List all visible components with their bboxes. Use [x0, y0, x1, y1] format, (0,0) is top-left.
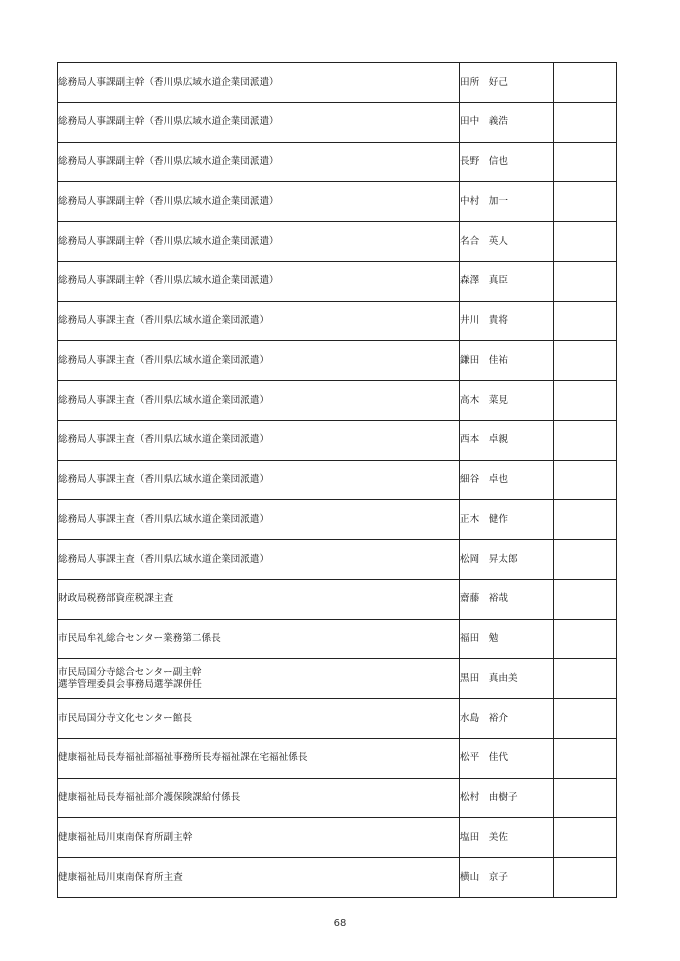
position-text: 健康福祉局長寿福祉部福祉事務所長寿福祉課在宅福祉係長: [58, 752, 308, 764]
position-text: 市民局牟礼総合センター業務第二係長: [58, 633, 221, 645]
position-text: 総務局人事課主査（香川県広域水道企業団派遣）: [58, 513, 270, 525]
name-cell: 水島 裕介: [460, 699, 554, 739]
name-cell: 田中 義浩: [460, 102, 554, 142]
table-row: [58, 699, 617, 739]
name-cell: 高木 菜見: [460, 381, 554, 421]
position-cell: [58, 659, 460, 699]
table-row: [58, 540, 617, 580]
position-text: 総務局人事課副主幹（香川県広域水道企業団派遣）: [58, 235, 279, 247]
page-number: 68: [333, 918, 347, 929]
name-cell: 田所 好己: [460, 63, 554, 103]
name-cell: 名合 英人: [460, 222, 554, 262]
position-text: 総務局人事課主査（香川県広域水道企業団派遣）: [58, 354, 270, 366]
position-cell: [58, 858, 460, 898]
position-cell: [58, 420, 460, 460]
table-row: [58, 579, 617, 619]
note-cell: [554, 261, 617, 301]
note-cell: [554, 500, 617, 540]
note-cell: [554, 182, 617, 222]
position-cell: [58, 540, 460, 580]
name-cell: 森澤 真臣: [460, 261, 554, 301]
position-cell: [58, 460, 460, 500]
table-row: [58, 301, 617, 341]
name-cell: 松岡 昇太郎: [460, 540, 554, 580]
position-text: 総務局人事課主査（香川県広域水道企業団派遣）: [58, 553, 270, 565]
name-cell: 塩田 美佐: [460, 818, 554, 858]
position-cell: [58, 102, 460, 142]
position-text: 財政局税務部資産税課主査: [58, 593, 174, 605]
note-cell: [554, 778, 617, 818]
name-cell: 齋藤 裕哉: [460, 579, 554, 619]
position-cell: [58, 301, 460, 341]
table-row: [58, 222, 617, 262]
position-text: 市民局国分寺文化センター館長: [58, 712, 192, 724]
table-row: [58, 619, 617, 659]
position-cell: [58, 778, 460, 818]
table-row: [58, 659, 617, 699]
position-text: 健康福祉局川東南保育所主査: [58, 871, 183, 883]
note-cell: [554, 102, 617, 142]
position-cell: [58, 738, 460, 778]
position-text: 総務局人事課主査（香川県広域水道企業団派遣）: [58, 394, 270, 406]
position-text: 市民局国分寺総合センター副主幹: [58, 667, 202, 679]
position-text: 総務局人事課主査（香川県広域水道企業団派遣）: [58, 315, 270, 327]
position-text: 健康福祉局長寿福祉部介護保険課給付係長: [58, 792, 241, 804]
name-cell: 西本 卓親: [460, 420, 554, 460]
table-row: [58, 420, 617, 460]
table-row: [58, 778, 617, 818]
position-cell: [58, 142, 460, 182]
table-row: [58, 261, 617, 301]
position-cell: [58, 341, 460, 381]
note-cell: [554, 699, 617, 739]
note-cell: [554, 301, 617, 341]
note-cell: [554, 341, 617, 381]
note-cell: [554, 579, 617, 619]
name-cell: 松村 由樹子: [460, 778, 554, 818]
note-cell: [554, 63, 617, 103]
table-row: [58, 738, 617, 778]
table-row: [58, 381, 617, 421]
note-cell: [554, 738, 617, 778]
position-text: 総務局人事課副主幹（香川県広域水道企業団派遣）: [58, 116, 279, 128]
personnel-table-body: [58, 63, 617, 898]
note-cell: [554, 222, 617, 262]
name-cell: 中村 加一: [460, 182, 554, 222]
note-cell: [554, 619, 617, 659]
table-row: [58, 341, 617, 381]
name-cell: 福田 勉: [460, 619, 554, 659]
position-text: 総務局人事課副主幹（香川県広域水道企業団派遣）: [58, 195, 279, 207]
table-row: [58, 500, 617, 540]
name-cell: 正木 健作: [460, 500, 554, 540]
personnel-table: [57, 62, 617, 898]
table-row: [58, 102, 617, 142]
table-row: [58, 858, 617, 898]
position-text: 総務局人事課副主幹（香川県広域水道企業団派遣）: [58, 156, 279, 168]
position-cell: [58, 381, 460, 421]
table-row: [58, 142, 617, 182]
name-cell: 長野 信也: [460, 142, 554, 182]
note-cell: [554, 420, 617, 460]
note-cell: [554, 540, 617, 580]
position-cell: [58, 63, 460, 103]
position-text: 総務局人事課副主幹（香川県広域水道企業団派遣）: [58, 275, 279, 287]
name-cell: 井川 貴将: [460, 301, 554, 341]
position-text: 総務局人事課主査（香川県広域水道企業団派遣）: [58, 434, 270, 446]
position-text: 選挙管理委員会事務局選挙課併任: [58, 678, 202, 690]
table-row: [58, 818, 617, 858]
note-cell: [554, 381, 617, 421]
position-cell: [58, 579, 460, 619]
table-row: [58, 460, 617, 500]
position-cell: [58, 619, 460, 659]
table-row: [58, 63, 617, 103]
name-cell: 横山 京子: [460, 858, 554, 898]
position-cell: [58, 818, 460, 858]
position-text: 健康福祉局川東南保育所副主幹: [58, 831, 193, 843]
position-cell: [58, 182, 460, 222]
note-cell: [554, 858, 617, 898]
table-row: [58, 182, 617, 222]
name-cell: 鎌田 佳祐: [460, 341, 554, 381]
note-cell: [554, 142, 617, 182]
name-cell: 細谷 卓也: [460, 460, 554, 500]
name-cell: 松平 佳代: [460, 738, 554, 778]
position-cell: [58, 699, 460, 739]
note-cell: [554, 818, 617, 858]
position-text: 総務局人事課主査（香川県広域水道企業団派遣）: [58, 474, 270, 486]
position-cell: [58, 261, 460, 301]
position-cell: [58, 500, 460, 540]
note-cell: [554, 460, 617, 500]
position-cell: [58, 222, 460, 262]
position-text: 総務局人事課副主幹（香川県広域水道企業団派遣）: [58, 76, 279, 88]
name-cell: 黒田 真由美: [460, 659, 554, 699]
note-cell: [554, 659, 617, 699]
